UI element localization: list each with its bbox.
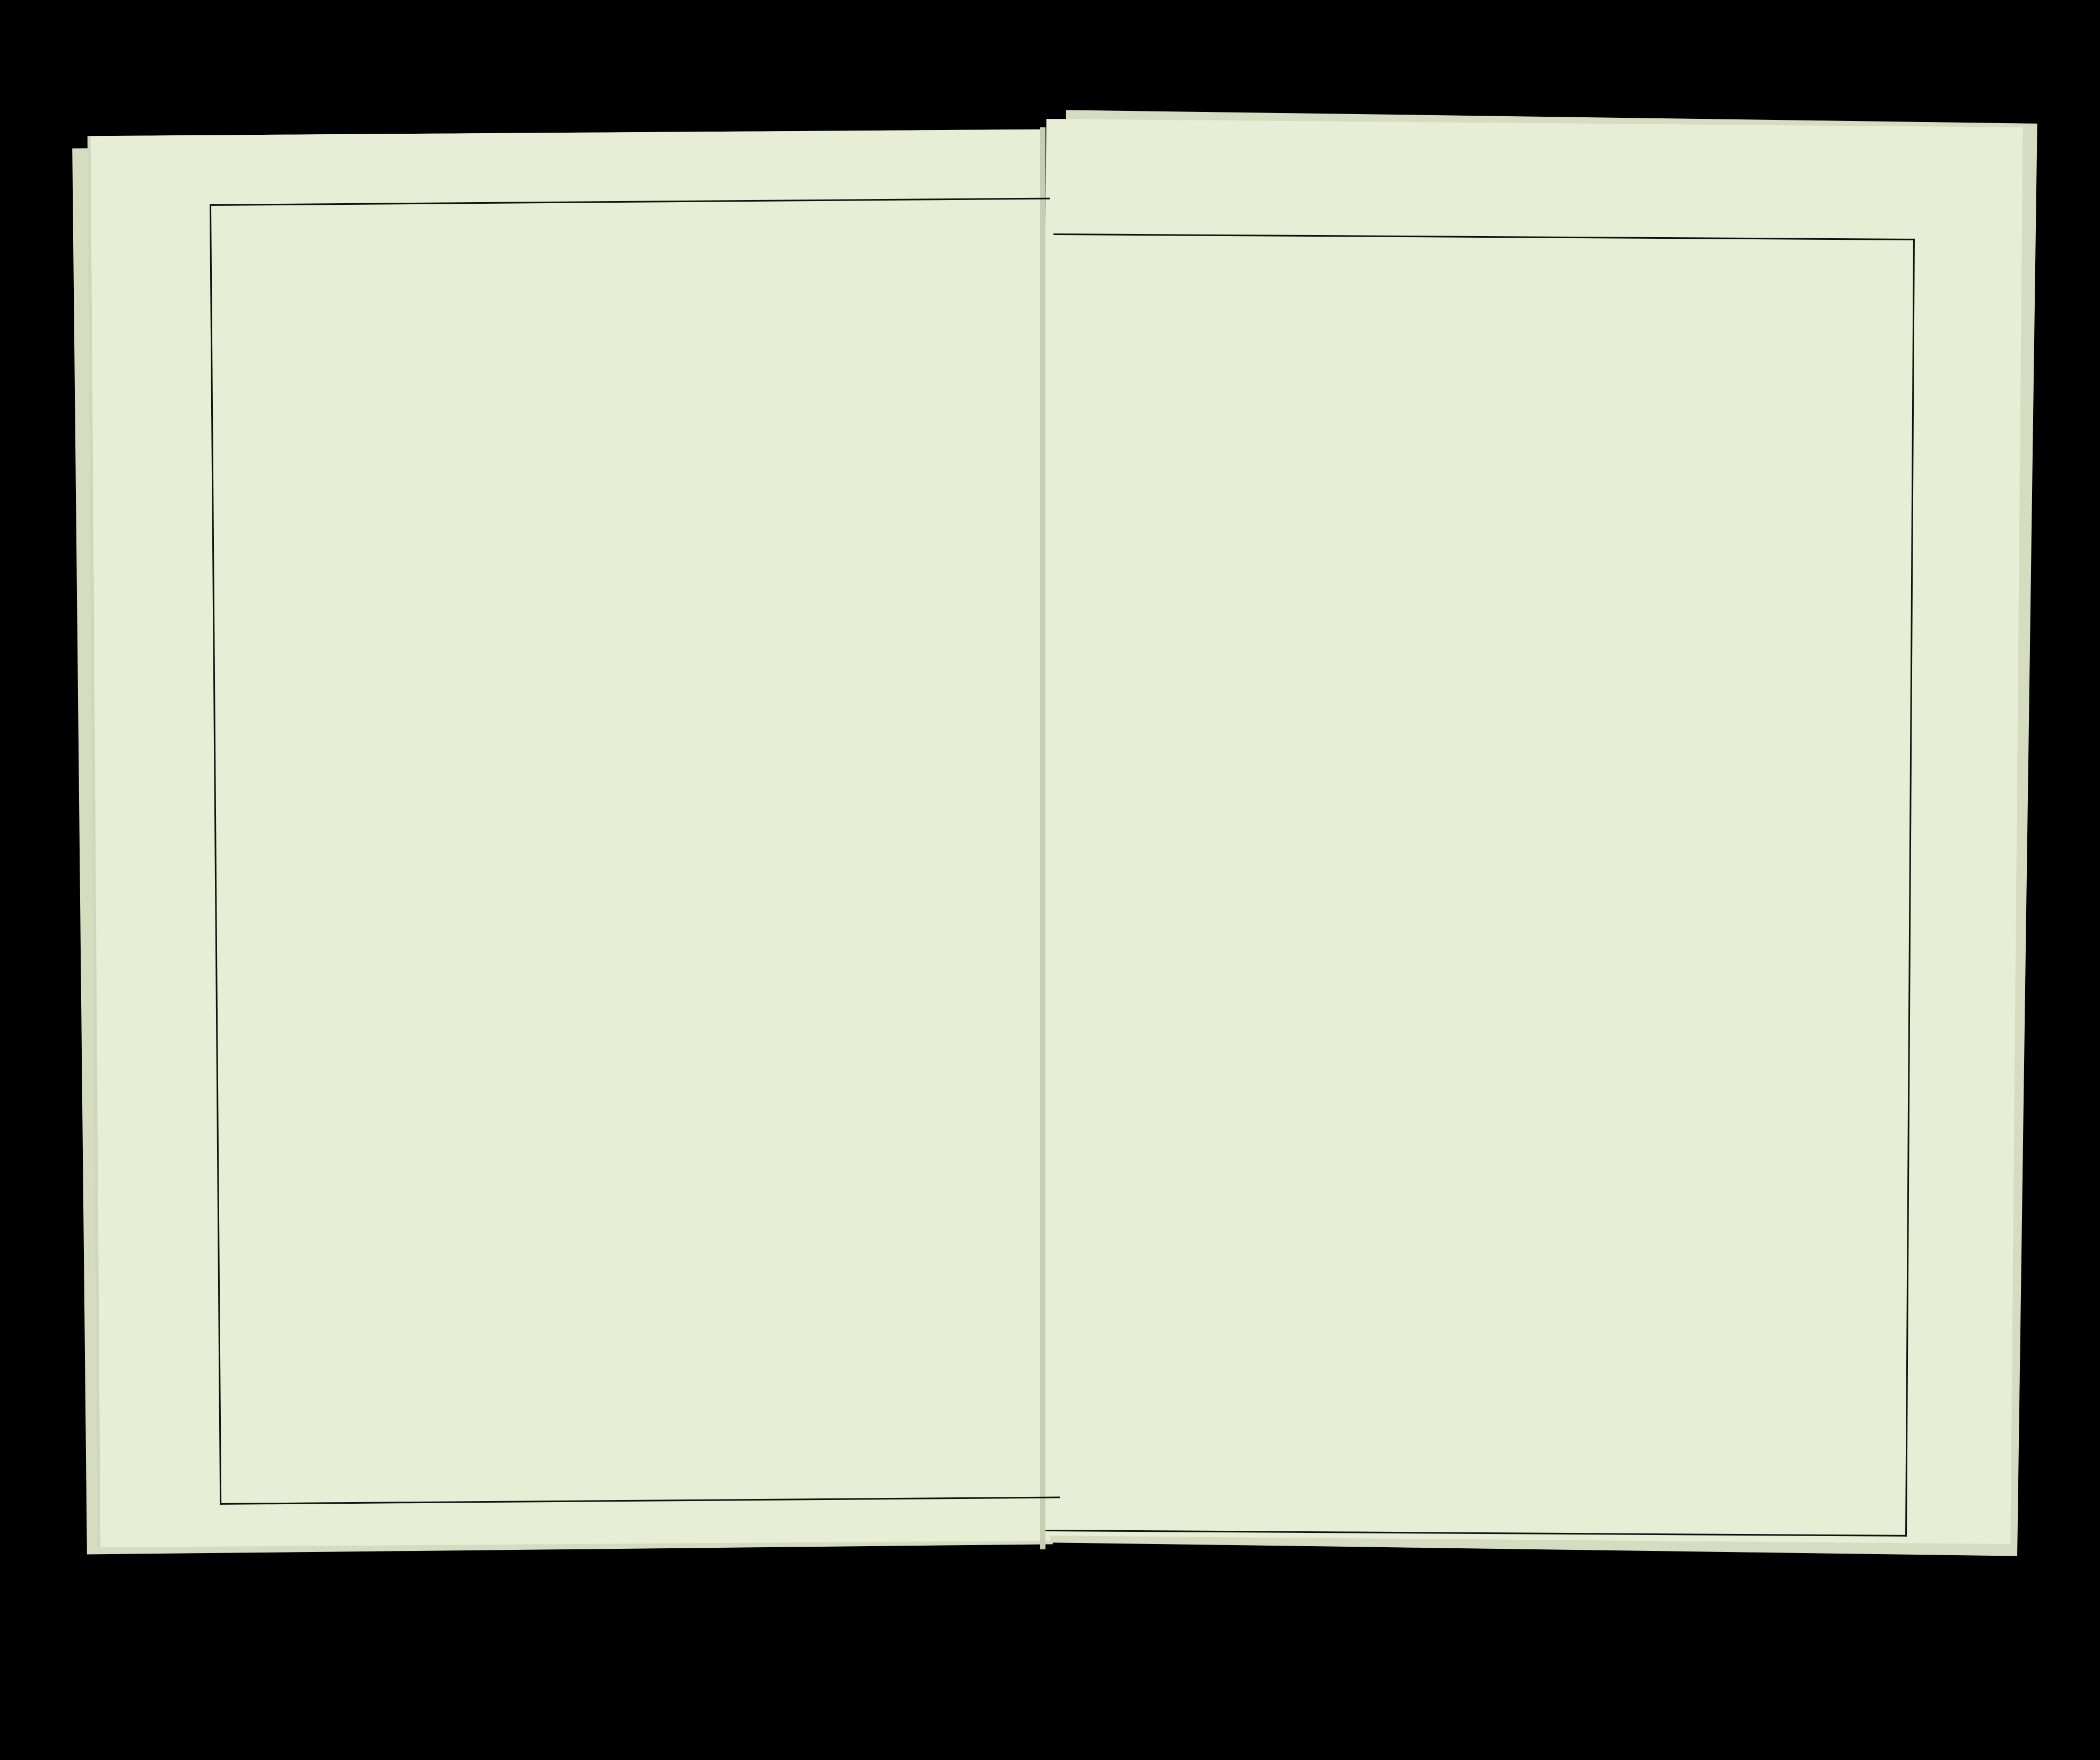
census-table-right xyxy=(1045,233,1915,1537)
census-table-left xyxy=(210,198,1060,1505)
